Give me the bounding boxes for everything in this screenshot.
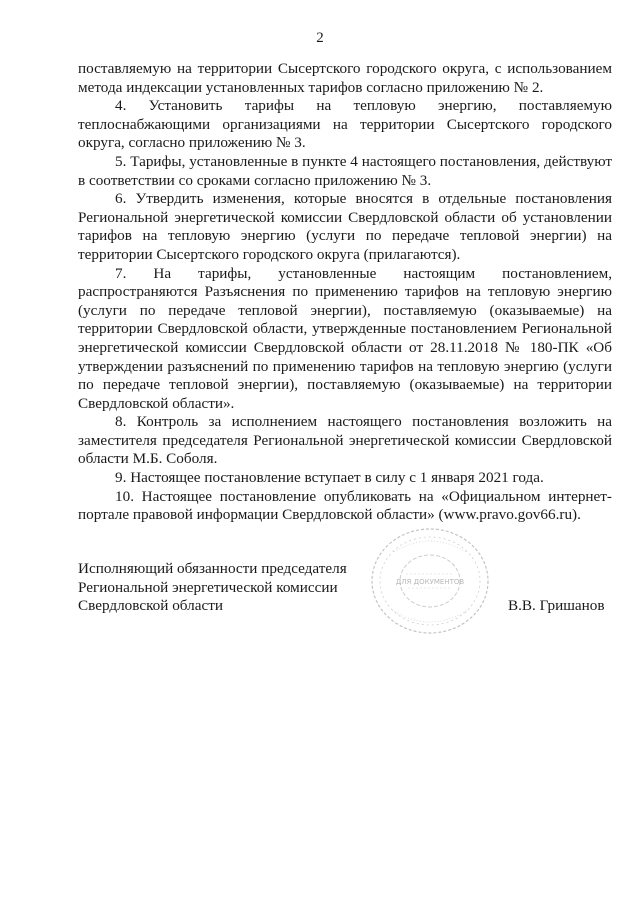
official-stamp-seal — [366, 522, 494, 640]
paragraph-item-7: 7. На тарифы, установленные настоящим постановлением, распространяются Разъяснения по применению тарифов на тепловую энергию (услуги по передаче тепловой энергии), поставляемую (оказываемые) на территории Свердловской области, утвержденные постановлением Региональной энергетической комиссии Свердловской области от 28.11.2018 № 180-ПК «Об утверждении разъяснений по применению тарифов на тепловую энергию (услуги по передаче тепловой энергии), поставляемую (оказываемые) на территории Свердловской области». — [78, 264, 612, 412]
paragraph-item-5: 5. Тарифы, установленные в пункте 4 настоящего постановления, действуют в соответствии со сроками согласно приложению № 3. — [78, 152, 612, 189]
paragraph-item-8: 8. Контроль за исполнением настоящего постановления возложить на заместителя председателя Региональной энергетической комиссии Свердловской области М.Б. Соболя. — [78, 413, 612, 468]
paragraph-item-9: 9. Настоящее постановление вступает в силу с 1 января 2021 года. — [115, 469, 544, 487]
paragraph-continuation: поставляемую на территории Сысертского городского округа, с использованием метода индексации установленных тарифов согласно приложению № 2. — [78, 60, 612, 96]
paragraph-item-4: 4. Установить тарифы на тепловую энергию, поставляемую теплоснабжающими организациями на территории Сысертского городского округа, согласно приложению № 3. — [78, 97, 612, 152]
signer-name: В.В. Гришанов — [508, 597, 605, 614]
paragraph-item-6: 6. Утвердить изменения, которые вносятся в отдельные постановления Региональной энергетической комиссии Свердловской области об установлении тарифов на тепловую энергию (услуги по передаче тепловой энергии) на территории Сысертского городского округа (прилагаются). — [78, 190, 612, 263]
signatory-title-line: Исполняющий обязанности председателя — [78, 560, 347, 577]
page-number: 2 — [316, 30, 324, 46]
signatory-title — [78, 560, 378, 616]
signatory-title-line: Свердловской области — [78, 597, 223, 615]
stamp-text: ДЛЯ ДОКУМЕНТОВ — [395, 578, 465, 586]
paragraph-item-10: 10. Настоящее постановление опубликовать на «Официальном интернет-портале правовой информации Свердловской области» (www.pravo.gov66.ru). — [78, 487, 612, 524]
document-body — [78, 60, 612, 525]
signatory-title-line: Региональной энергетической комиссии — [78, 578, 338, 596]
